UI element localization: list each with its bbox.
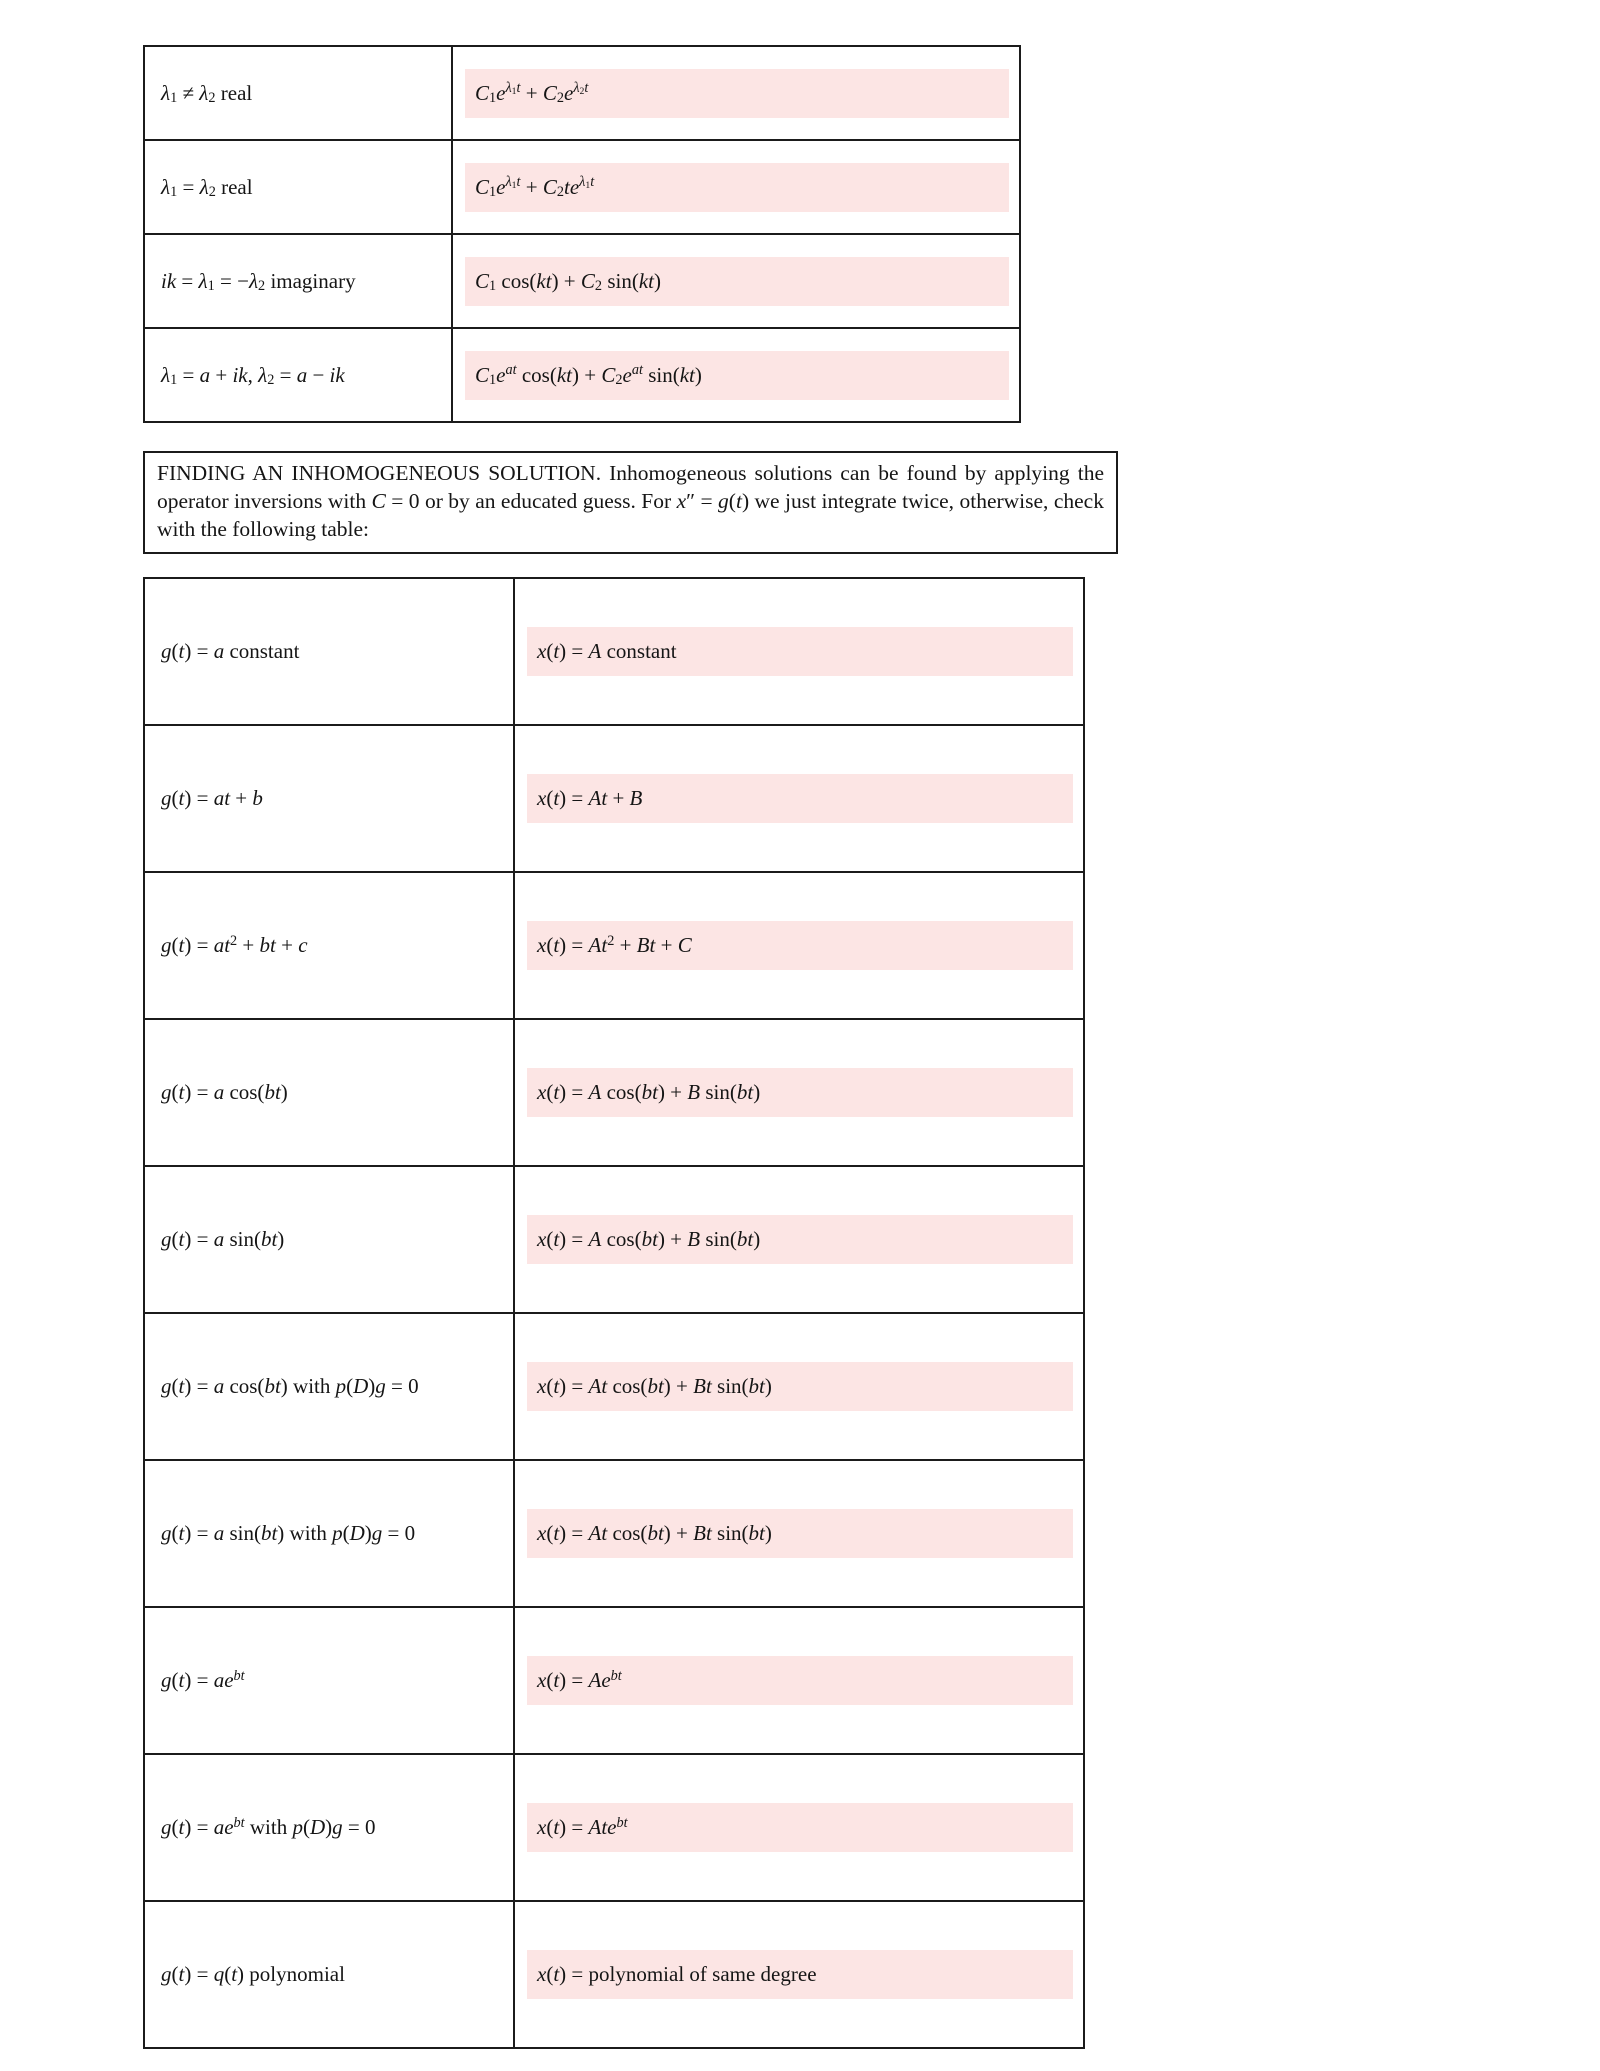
guess-formula-highlight: x(t) = A cos(bt) + B sin(bt) bbox=[527, 1215, 1073, 1264]
solution-cell bbox=[452, 46, 1020, 140]
guess-formula-highlight: x(t) = A cos(bt) + B sin(bt) bbox=[527, 1068, 1073, 1117]
forcing-term-cell: $g(t) = ae^{bt}$ with p(D)g = 0 bbox=[144, 1754, 514, 1901]
solution-cell bbox=[452, 140, 1020, 234]
guess-cell bbox=[514, 1166, 1084, 1313]
table-row bbox=[144, 578, 1084, 725]
eigenvalue-case-cell: $\lambda_1 = a$ + ik, $\lambda_2 = a$ − ik bbox=[144, 328, 452, 422]
table-row bbox=[144, 328, 1020, 422]
guess-formula-highlight: x(t) = At cos(bt) + Bt sin(bt) bbox=[527, 1362, 1073, 1411]
forcing-term-cell: g(t) = a constant bbox=[144, 578, 514, 725]
forcing-term-cell: $g(t) = at^2$ + bt + c bbox=[144, 872, 514, 1019]
eigenvalue-case-cell: $\lambda_1 \ne \lambda_2$ real bbox=[144, 46, 452, 140]
solution-formula-highlight: $C_1e^{\lambda_1t} + C_2e^{\lambda_2t}$ bbox=[465, 69, 1009, 118]
guess-cell bbox=[514, 1754, 1084, 1901]
table-row bbox=[144, 1019, 1084, 1166]
table-row bbox=[144, 140, 1020, 234]
guess-cell bbox=[514, 578, 1084, 725]
table-row bbox=[144, 725, 1084, 872]
table-row bbox=[144, 1460, 1084, 1607]
solution-formula-highlight: $C_1e^{\lambda_1t} + C_2te^{\lambda_1t}$ bbox=[465, 163, 1009, 212]
table-row bbox=[144, 234, 1020, 328]
forcing-term-cell: g(t) = a sin(bt) bbox=[144, 1166, 514, 1313]
table-row bbox=[144, 46, 1020, 140]
guess-cell bbox=[514, 1607, 1084, 1754]
table-row bbox=[144, 1901, 1084, 2048]
forcing-term-cell: g(t) = at + b bbox=[144, 725, 514, 872]
solution-formula-highlight: $C_1$ $\cos(kt) + C_2$ sin(kt) bbox=[465, 257, 1009, 306]
forcing-term-cell: g(t) = q(t) polynomial bbox=[144, 1901, 514, 2048]
guess-formula-highlight: x(t) = A constant bbox=[527, 627, 1073, 676]
guess-cell bbox=[514, 1901, 1084, 2048]
table-row bbox=[144, 1313, 1084, 1460]
table-row bbox=[144, 1607, 1084, 1754]
guess-formula-highlight: $x(t) = At^2 + Bt + C$ bbox=[527, 921, 1073, 970]
table-row bbox=[144, 872, 1084, 1019]
homogeneous-solutions-table bbox=[143, 45, 1021, 423]
table-row bbox=[144, 1754, 1084, 1901]
eigenvalue-case-cell: ik = $\lambda_1 = -\lambda_2$ imaginary bbox=[144, 234, 452, 328]
guess-formula-highlight: x(t) = At cos(bt) + Bt sin(bt) bbox=[527, 1509, 1073, 1558]
solution-cell bbox=[452, 328, 1020, 422]
forcing-term-cell: g(t) = a cos(bt) bbox=[144, 1019, 514, 1166]
forcing-term-cell: g(t) = a sin(bt) with p(D)g = 0 bbox=[144, 1460, 514, 1607]
table-row bbox=[144, 1166, 1084, 1313]
guess-cell bbox=[514, 1460, 1084, 1607]
guess-formula-highlight: x(t) = polynomial of same degree bbox=[527, 1950, 1073, 1999]
forcing-term-cell: g(t) = a cos(bt) with p(D)g = 0 bbox=[144, 1313, 514, 1460]
guess-cell bbox=[514, 1313, 1084, 1460]
eigenvalue-case-cell: $\lambda_1 = \lambda_2$ real bbox=[144, 140, 452, 234]
guess-cell bbox=[514, 872, 1084, 1019]
solution-formula-highlight: $C_1e^{at}$ $\cos(kt) + C_2e^{at}$ sin(kt) bbox=[465, 351, 1009, 400]
inhomogeneous-guess-table bbox=[143, 577, 1085, 2049]
inhomogeneous-note-box bbox=[143, 451, 1118, 554]
forcing-term-cell: $g(t) = ae^{bt}$ bbox=[144, 1607, 514, 1754]
guess-formula-highlight: x(t) = At + B bbox=[527, 774, 1073, 823]
page-content bbox=[143, 45, 1118, 2049]
guess-cell bbox=[514, 725, 1084, 872]
guess-cell bbox=[514, 1019, 1084, 1166]
note-text: FINDING AN INHOMOGENEOUS SOLUTION. Inhomogeneous solutions can be found by applying the operator inversions with C = 0 or by an educated guess. For x″ = g(t) we just integrate twice, otherwise, check with the following table: bbox=[157, 461, 1104, 541]
solution-cell bbox=[452, 234, 1020, 328]
guess-formula-highlight: x(t) = Ate$^{bt}$ bbox=[527, 1803, 1073, 1852]
guess-formula-highlight: $x(t) = Ae^{bt}$ bbox=[527, 1656, 1073, 1705]
